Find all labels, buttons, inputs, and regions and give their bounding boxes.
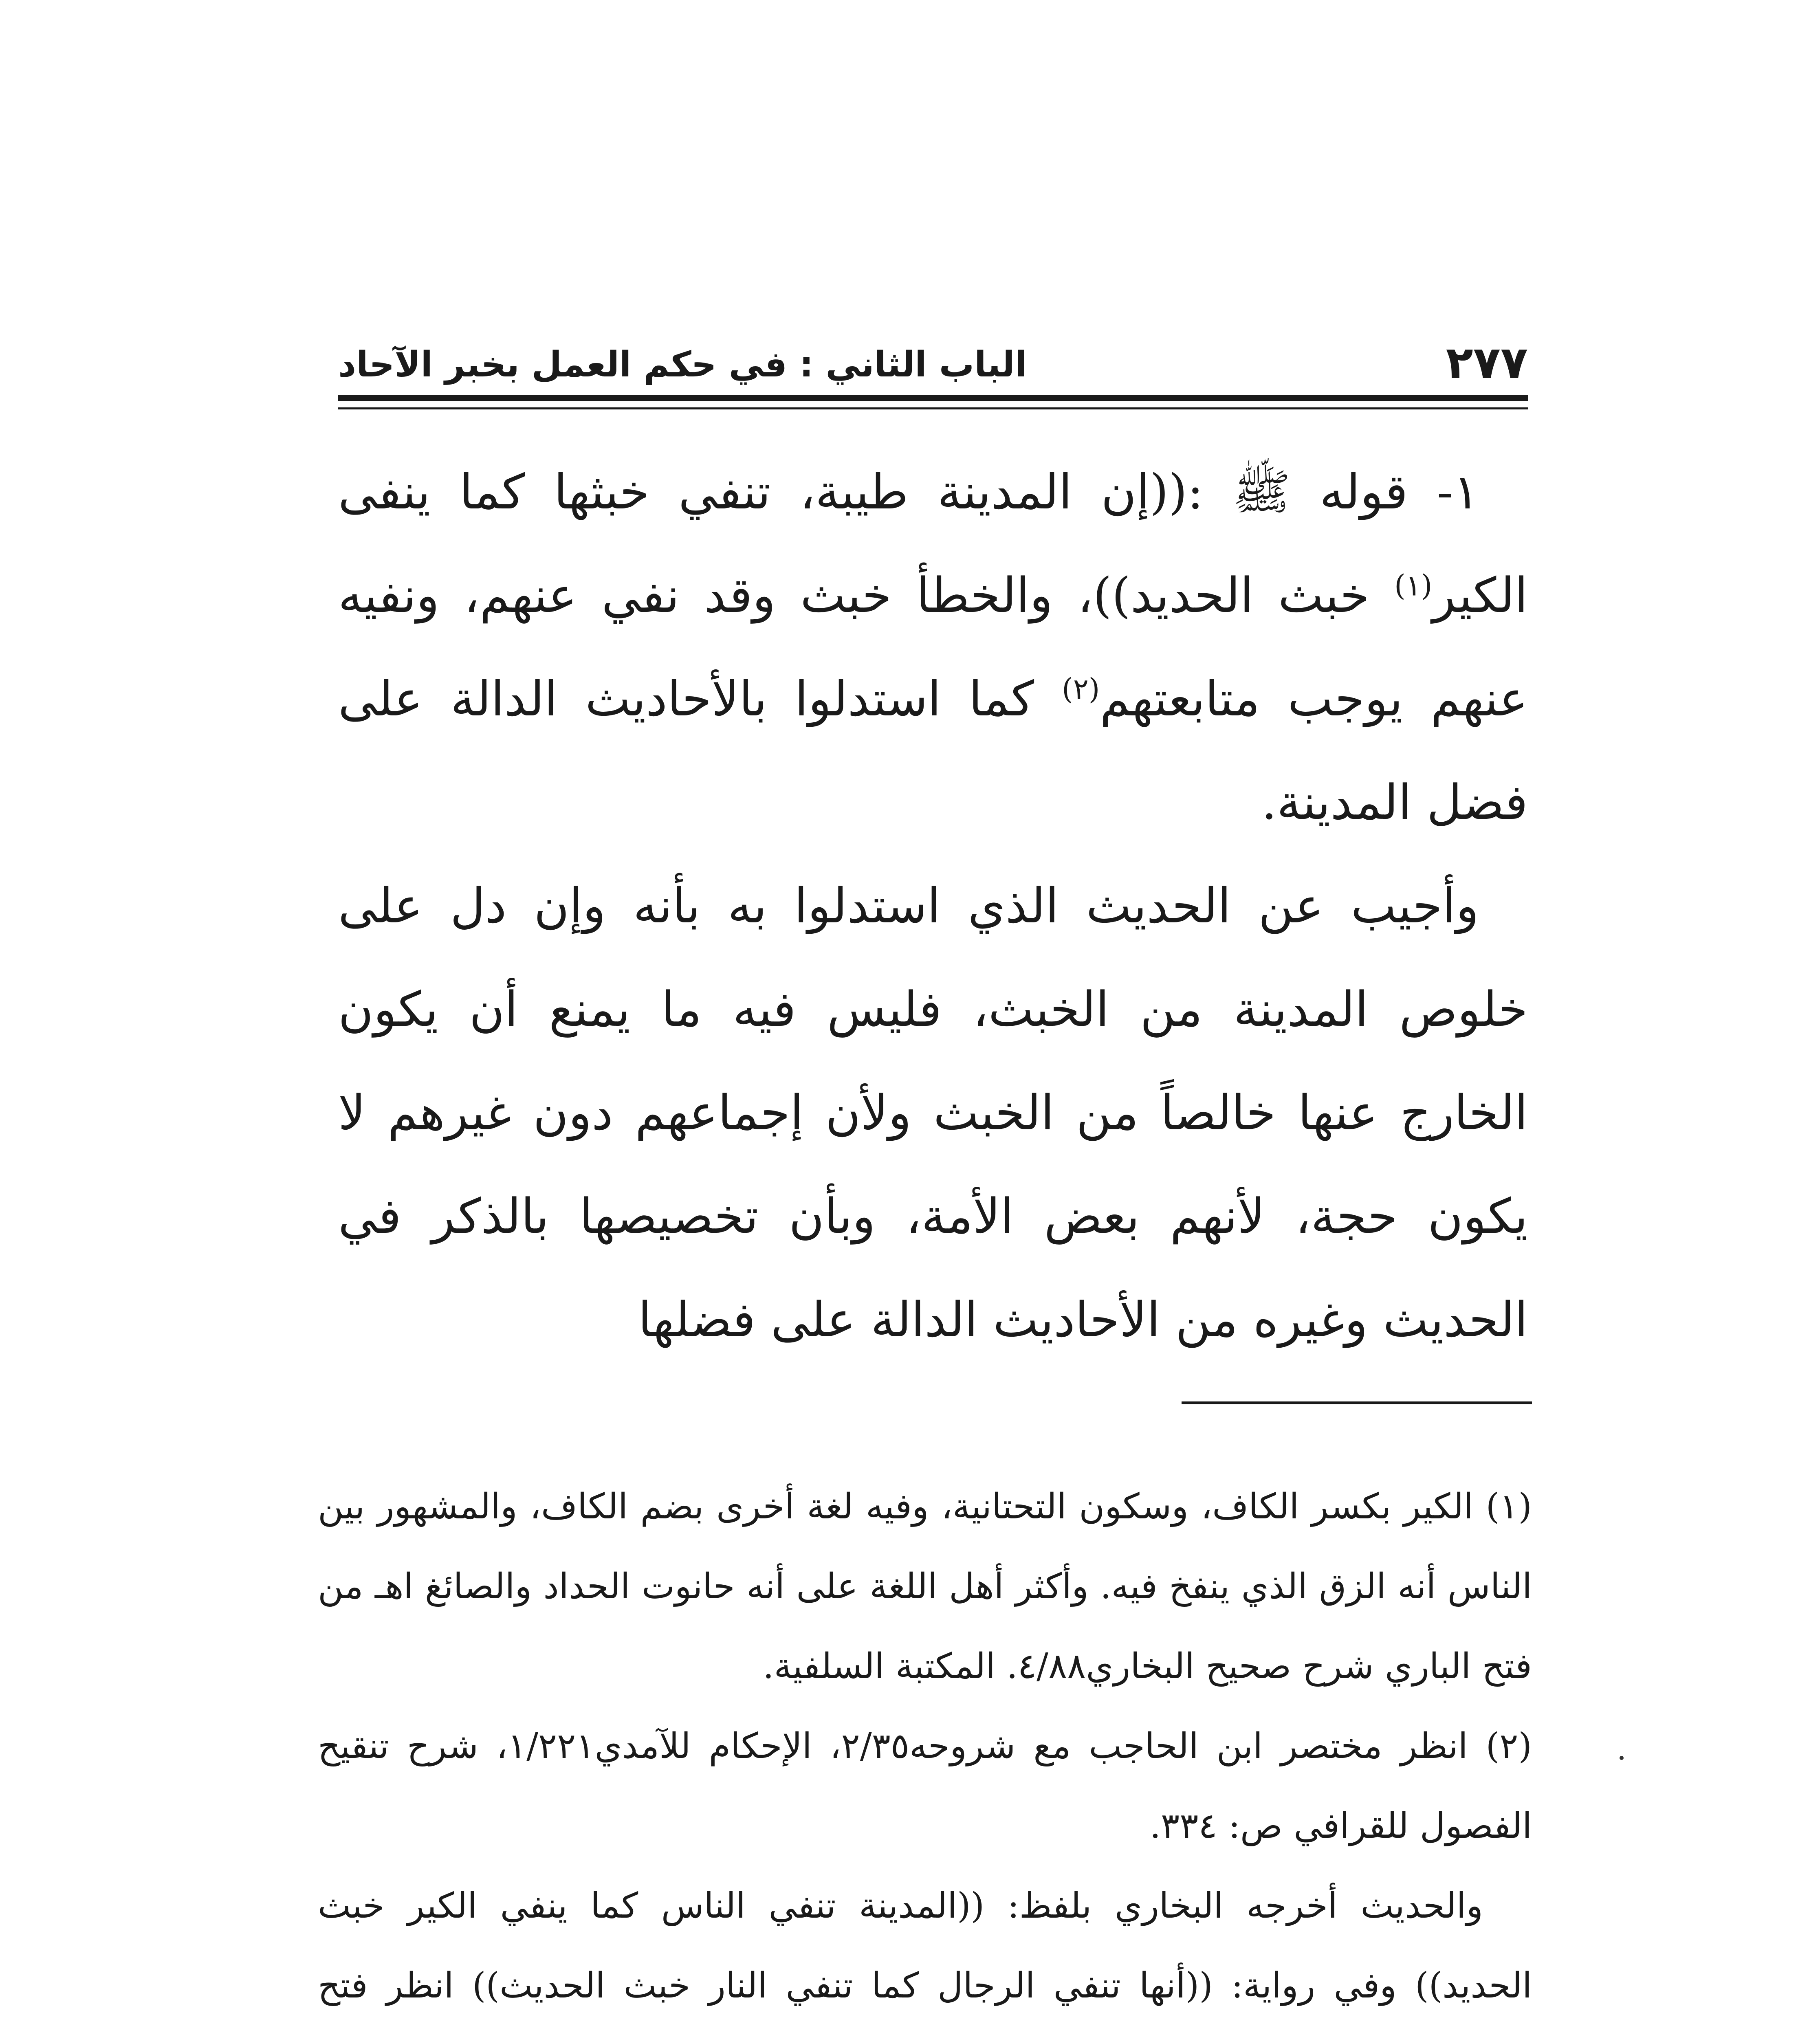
running-title: الباب الثاني : في حكم العمل بخبر الآحاد xyxy=(338,344,1027,385)
header-rule-thin xyxy=(338,407,1528,409)
main-text xyxy=(338,440,1528,1371)
paragraph-1-part-a: ١- قوله ﷺ :((إن المدينة طيبة، تنفي خبثها كما ينفى الكير xyxy=(338,464,1528,623)
header-rule-thick xyxy=(338,395,1528,401)
paragraph-1-part-b: خبث الحديد))، والخطأ خبث وقد نفي عنهم، ونفيه عنهم يوجب متابعتهم xyxy=(338,567,1528,727)
page-number: ٢٧٧ xyxy=(1446,337,1528,389)
footnote-ref-1: (١) xyxy=(1394,568,1433,603)
page-header xyxy=(338,330,1528,391)
footnote-ref-2: (٢) xyxy=(1062,672,1100,706)
scan-speck xyxy=(1620,1756,1624,1760)
footnote-separator xyxy=(1182,1401,1532,1404)
paragraph-1-part-c: كما استدلوا بالأحاديث الدالة على فضل المدينة. xyxy=(338,671,1528,830)
footnote-2: (٢) انظر مختصر ابن الحاجب مع شروحه٢/٣٥، الإحكام للآمدي١/٢٢١، شرح تنقيح الفصول للقرافي ص: ٣٣٤. xyxy=(318,1726,1532,1846)
paragraph-2: وأجيب عن الحديث الذي استدلوا به بأنه وإن دل على خلوص المدينة من الخبث، فليس فيه ما يمنع أن يكون الخارج عنها خالصاً من الخبث ولأن إجماعهم دون غيرهم لا يكون حجة، لأنهم بعض الأمة، وبأن تخصيصها بالذكر في الحديث وغيره من الأحاديث الدالة على فضلها xyxy=(338,878,1528,1348)
footnotes xyxy=(318,1467,1532,2037)
paragraph-1 xyxy=(338,440,1528,854)
footnote-1: (١) الكير بكسر الكاف، وسكون التحتانية، وفيه لغة أخرى بضم الكاف، والمشهور بين الناس أنه الزق الذي ينفخ فيه. وأكثر أهل اللغة على أنه حانوت الحداد والصائغ اهـ من فتح الباري شرح صحيح البخاري٤/٨٨. المكتبة السلفية. xyxy=(318,1486,1532,1687)
footnote-2-continuation: والحديث أخرجه البخاري بلفظ: ((المدينة تنفي الناس كما ينفي الكير خبث الحديد)) وفي رواية: ((أنها تنفي الرجال كما تنفي النار خبث الحديث)) انظر فتح xyxy=(318,1885,1532,2006)
